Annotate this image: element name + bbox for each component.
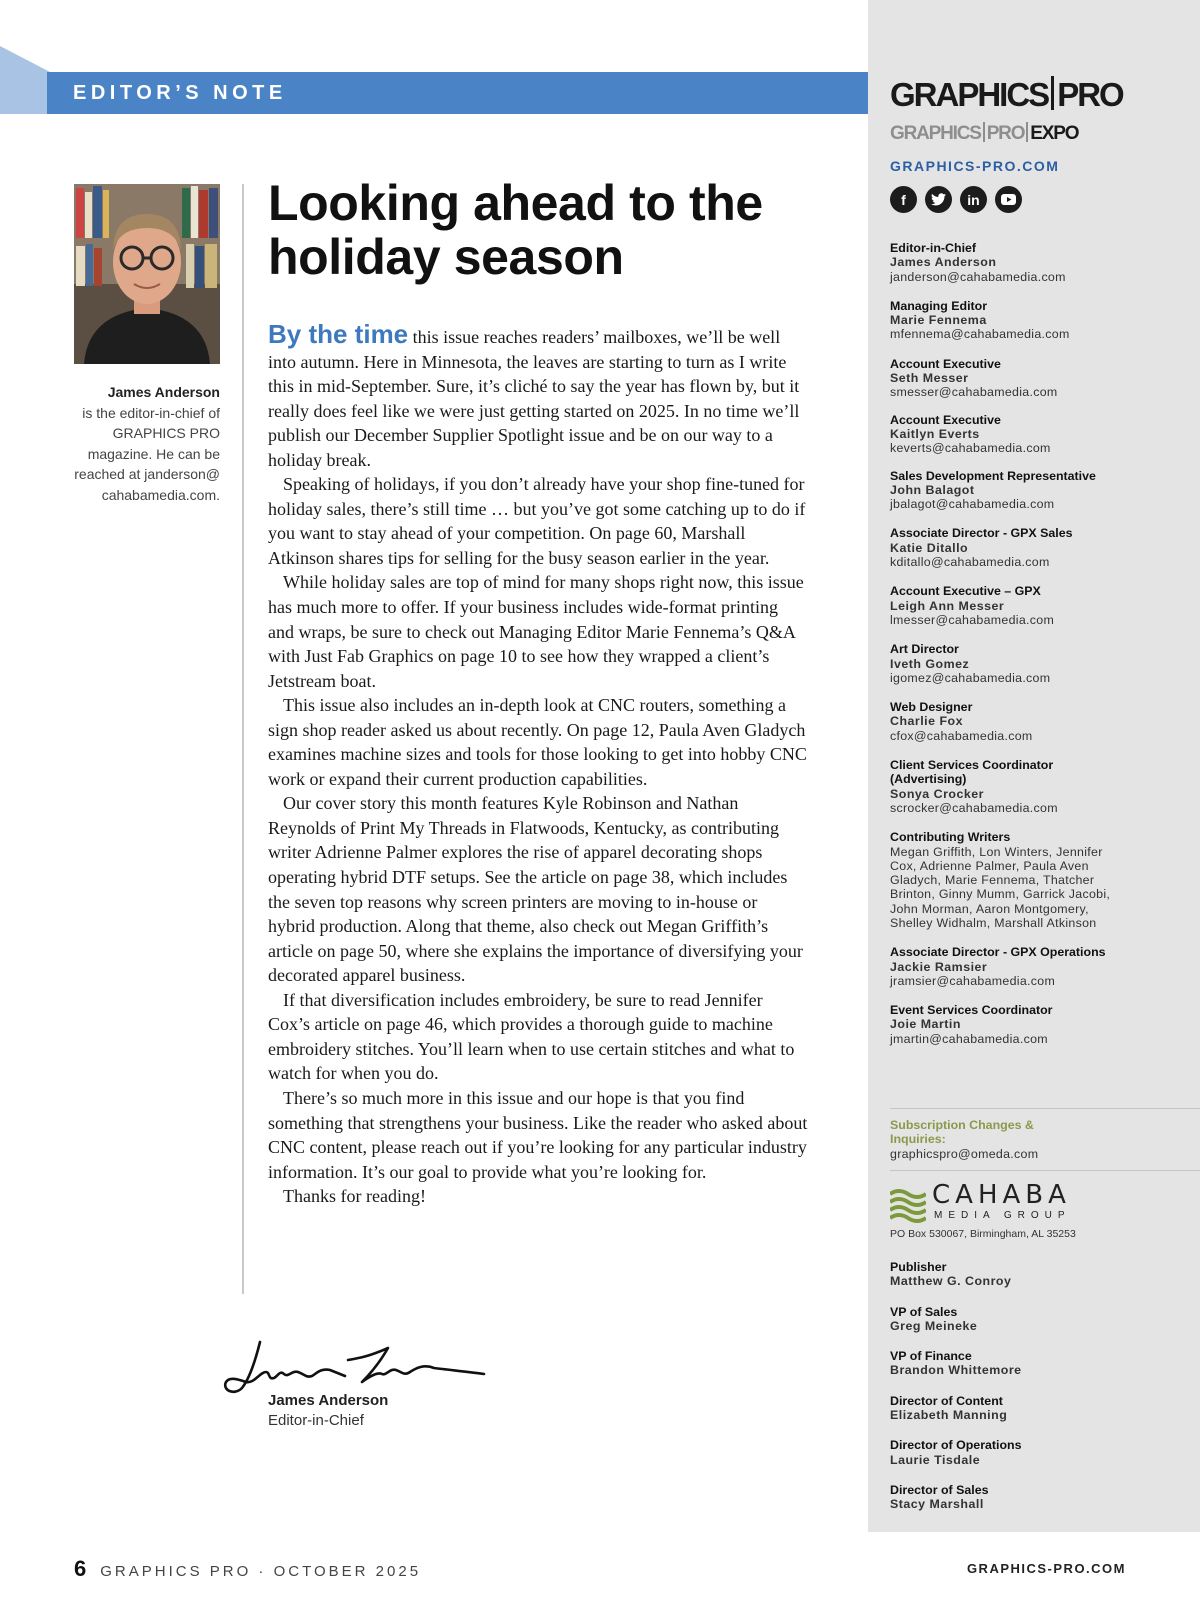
executive-name: Elizabeth Manning — [890, 1408, 1008, 1423]
staff-email[interactable]: smesser@cahabamedia.com — [890, 385, 1058, 400]
lead-in: By the time — [268, 319, 409, 349]
subscriptions-entry — [890, 1118, 1190, 1161]
website-link[interactable]: GRAPHICS-PRO.COM — [890, 158, 1060, 174]
staff-name: Jackie Ramsier — [890, 959, 988, 974]
article-headline: Looking ahead to the holiday season — [268, 175, 763, 285]
executive-name: Matthew G. Conroy — [890, 1274, 1012, 1289]
graphics-pro-logo — [890, 76, 1123, 114]
staff-role: Event Services Coordinator — [890, 1003, 1053, 1018]
staff-email[interactable]: kditallo@cahabamedia.com — [890, 555, 1050, 570]
staff-entry — [890, 357, 1190, 400]
staff-role: Contributing Writers — [890, 830, 1011, 845]
youtube-icon[interactable] — [995, 186, 1022, 213]
staff-name: Seth Messer — [890, 371, 969, 386]
page-number: 6 — [74, 1556, 87, 1581]
signature-name: James Anderson — [268, 1392, 389, 1409]
logo-right: PRO — [1057, 76, 1123, 113]
staff-name: John Balagot — [890, 482, 975, 497]
staff-role: Account Executive — [890, 412, 1001, 427]
contributor-names: Megan Griffith, Lon Winters, Jennifer Cox, Adrienne Palmer, Paula Aven Gladych, Marie Fennema, Thatcher Brinton, Ginny Mumm, Garrick Jacobi, John Morman, Aaron Montgomery, Shelley Widhalm, Marshall Atkinson — [890, 844, 1111, 930]
executive-role: VP of Finance — [890, 1349, 972, 1364]
article-paragraph: There’s so much more in this issue and our hope is that you find something that strengthens your business. Like the reader who asked about CNC content, please reach out if you’re looking for any particular industry information. It’s our goal to provide what you’re looking for. — [268, 1087, 808, 1182]
signature-title: Editor-in-Chief — [268, 1412, 364, 1429]
staff-role: Managing Editor — [890, 298, 988, 313]
executives-list — [890, 1260, 1190, 1512]
logo-divider — [1051, 76, 1054, 110]
expo-logo-part: EXPO — [1030, 123, 1079, 144]
section-label: EDITOR’S NOTE — [73, 82, 287, 104]
executive-entry — [890, 1349, 1190, 1378]
staff-entry — [890, 241, 1190, 284]
staff-name: Iveth Gomez — [890, 656, 970, 671]
subscriptions-info — [890, 1118, 1190, 1161]
executive-entry — [890, 1438, 1190, 1467]
executive-role: Director of Operations — [890, 1438, 1022, 1453]
article-paragraph: Thanks for reading! — [283, 1186, 426, 1207]
staff-entry — [890, 642, 1190, 685]
executive-role: Director of Sales — [890, 1482, 989, 1497]
staff-entry — [890, 299, 1190, 342]
section-banner — [47, 72, 868, 114]
staff-role: Account Executive – GPX — [890, 584, 1041, 599]
staff-role: Art Director — [890, 642, 959, 657]
article-paragraph: While holiday sales are top of mind for many shops right now, this issue has much more to offer. If your business includes wide-format printing and wraps, be sure to check out Managing Editor Marie Fennema’s Q&A with Just Fab Graphics on page 10 to see how they wrapped a client’s Jetstream boat. — [268, 572, 804, 691]
staff-email[interactable]: lmesser@cahabamedia.com — [890, 612, 1055, 627]
logo-divider — [983, 122, 985, 142]
staff-role: Sales Development Representative — [890, 468, 1096, 483]
staff-name: Kaitlyn Everts — [890, 426, 980, 441]
author-name: James Anderson — [107, 384, 220, 400]
sidebar-divider — [890, 1170, 1200, 1171]
staff-entry — [890, 945, 1190, 988]
staff-entry — [890, 584, 1190, 627]
staff-email[interactable]: igomez@cahabamedia.com — [890, 670, 1051, 685]
twitter-icon[interactable] — [925, 186, 952, 213]
executive-role: Director of Content — [890, 1393, 1003, 1408]
subscriptions-email[interactable]: graphicspro@omeda.com — [890, 1146, 1039, 1161]
contributors-entry — [890, 830, 1126, 930]
staff-email[interactable]: cfox@cahabamedia.com — [890, 728, 1033, 743]
staff-name: Joie Martin — [890, 1017, 961, 1032]
staff-entry — [890, 413, 1190, 456]
staff-entry — [890, 526, 1190, 569]
article-paragraph: Our cover story this month features Kyle Robinson and Nathan Reynolds of Print My Threads in Flatwoods, Kentucky, as contributing writer Adrienne Palmer explores the rise of apparel decorating shops operating hybrid DTF setups. See the article on page 38, which includes the seven top reasons why screen printers are moving to in-house or hybrid production. Along that theme, also check out Megan Griffith’s article on page 50, where she explains the importance of diversifying your decorated apparel business. — [268, 793, 803, 986]
executive-entry — [890, 1394, 1190, 1423]
staff-entry — [890, 700, 1190, 743]
executive-entry — [890, 1260, 1190, 1289]
cahaba-waves-icon — [890, 1188, 926, 1224]
subscriptions-label: Subscription Changes & Inquiries: — [890, 1118, 1034, 1147]
facebook-icon[interactable]: f — [890, 186, 917, 213]
article-body — [268, 319, 808, 1209]
footer-website[interactable]: GRAPHICS-PRO.COM — [966, 1561, 1126, 1576]
expo-logo-part: GRAPHICS — [890, 123, 981, 144]
graphics-pro-expo-logo — [890, 122, 1078, 145]
article-paragraph: This issue also includes an in-depth look at CNC routers, something a sign shop reader asked us about recently. On page 12, Paula Aven Gladych examines machine sizes and tools for those looking to get into hobby CNC work or expand their current production capabilities. — [268, 695, 807, 789]
article-paragraph: Speaking of holidays, if you don’t already have your shop fine-tuned for holiday sales, there’s still time … but you’ve got some catching up to do if you want to stay ahead of your competition. On page 60, Marshall Atkinson shares tips for selling for the busy season earlier in the year. — [268, 474, 806, 568]
staff-name: Katie Ditallo — [890, 540, 969, 555]
masthead-sidebar — [868, 0, 1200, 1532]
logo-left: GRAPHICS — [890, 76, 1049, 113]
article-paragraph: If that diversification includes embroidery, be sure to read Jennifer Cox’s article on page 46, which provides a thorough guide to machine embroidery stitches. You’ll learn when to use certain stitches and what to watch for when you do. — [268, 989, 795, 1084]
staff-email[interactable]: jmartin@cahabamedia.com — [890, 1031, 1048, 1046]
staff-role: Account Executive — [890, 356, 1001, 371]
staff-role: Web Designer — [890, 700, 973, 715]
linkedin-icon[interactable]: in — [960, 186, 987, 213]
staff-email[interactable]: scrocker@cahabamedia.com — [890, 800, 1058, 815]
executive-name: Greg Meineke — [890, 1318, 978, 1333]
executive-entry — [890, 1483, 1190, 1512]
column-divider — [242, 184, 244, 1294]
expo-logo-part: PRO — [986, 123, 1025, 144]
sidebar-divider — [890, 1108, 1200, 1109]
staff-email[interactable]: jbalagot@cahabamedia.com — [890, 497, 1055, 512]
staff-name: James Anderson — [890, 255, 997, 270]
article-paragraph — [268, 319, 808, 472]
cahaba-wordmark: CAHABA — [932, 1180, 1071, 1210]
publisher-address: PO Box 530067, Birmingham, AL 35253 — [890, 1228, 1076, 1240]
staff-list — [890, 241, 1190, 1046]
staff-email[interactable]: jramsier@cahabamedia.com — [890, 973, 1056, 988]
executive-role: VP of Sales — [890, 1304, 958, 1319]
staff-entry — [890, 469, 1190, 512]
page-footer — [74, 1556, 421, 1582]
logo-divider — [1026, 122, 1028, 142]
executive-name: Laurie Tisdale — [890, 1452, 981, 1467]
issue-label: GRAPHICS PRO · OCTOBER 2025 — [100, 1563, 422, 1580]
staff-name: Sonya Crocker — [890, 786, 984, 801]
staff-name: Leigh Ann Messer — [890, 598, 1005, 613]
author-photo — [74, 184, 220, 364]
executive-entry — [890, 1305, 1190, 1334]
executive-name: Brandon Whittemore — [890, 1363, 1022, 1378]
author-bio: is the editor-in-chief of GRAPHICS PRO magazine. He can be reached at janderson@ cahabamedia.com. — [74, 404, 220, 503]
staff-role: Associate Director - GPX Sales — [890, 526, 1073, 541]
staff-role: Client Services Coordinator (Advertising) — [890, 758, 1054, 787]
paragraph-text: this issue reaches readers’ mailboxes, we’ll be well into autumn. Here in Minnesota, the leaves are starting to turn as I write this in mid-September. Sure, it’s cliché to say the year has flown by, but it really does feel like we were just getting started on 2025. In no time we’ll publish our December Supplier Spotlight issue and be on our way to a holiday break. — [268, 327, 800, 470]
staff-role: Editor-in-Chief — [890, 241, 977, 255]
staff-name: Marie Fennema — [890, 313, 987, 328]
executive-role: Publisher — [890, 1260, 947, 1274]
banner-tab-shape — [0, 46, 50, 114]
staff-email[interactable]: keverts@cahabamedia.com — [890, 441, 1051, 456]
executive-name: Stacy Marshall — [890, 1497, 984, 1512]
staff-email[interactable]: janderson@cahabamedia.com — [890, 269, 1066, 284]
social-links — [890, 186, 1022, 213]
author-caption — [60, 382, 220, 505]
staff-name: Charlie Fox — [890, 714, 963, 729]
staff-email[interactable]: mfennema@cahabamedia.com — [890, 327, 1070, 342]
staff-entry — [890, 758, 1090, 815]
staff-role: Associate Director - GPX Operations — [890, 945, 1106, 960]
staff-entry — [890, 1003, 1190, 1046]
handwritten-signature — [220, 1338, 490, 1398]
cahaba-subtitle: MEDIA GROUP — [934, 1210, 1071, 1221]
